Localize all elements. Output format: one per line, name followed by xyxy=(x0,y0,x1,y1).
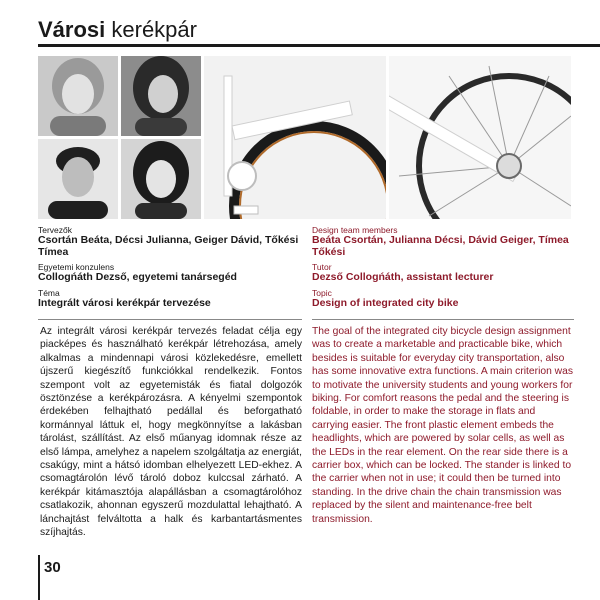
topic-label-hu: Téma xyxy=(38,288,60,298)
tutor-block-en xyxy=(312,262,574,284)
tutor-value-hu: Collogńáth Dezső, egyetemi tanársegéd xyxy=(38,271,237,283)
portrait-designer-1 xyxy=(38,56,118,136)
designers-label-hu: Tervezők xyxy=(38,225,73,235)
portrait-designer-2 xyxy=(121,56,201,136)
title-bold-part: Városi xyxy=(38,17,106,42)
tutor-label-en: Tutor xyxy=(312,262,332,272)
topic-block-hu xyxy=(38,288,303,310)
divider-hu xyxy=(38,319,302,320)
topic-value-en: Design of integrated city bike xyxy=(312,297,459,309)
topic-label-en: Topic xyxy=(312,288,332,298)
page-number: 30 xyxy=(44,559,61,576)
portrait-designer-3 xyxy=(38,139,118,219)
designers-label-en: Design team members xyxy=(312,225,398,235)
tutor-label-hu: Egyetemi konzulens xyxy=(38,262,115,272)
body-text-hu: Az integrált városi kerékpár tervezés feladat célja egy piacképes és használható kerékpár létrehozása, amely alkalmas a mindennapi városi közlekedésre, emellett újszerű kiegészítő funkciókkal rendelkezik. Fontos szempont volt az egyetemisták és fiatal dolgozók ösztönzése a kerékpározásra. A kényelmi szempontok érdekében felhajtható pedállal és beforgatható kormánnyal láttuk el, hogy megkönnyítse a lakásban tárolást, szállítást. Az első műanyag idomnak része az első lámpa, amelyhez a napelem szolgáltatja az energiát, csakúgy, mint a hátsó idomban elhelyezett LED-ekhez. A csomagtárolón lévő tároló doboz kulccsal zárható. A kerékpár kitámasztója alapállásban a csomagtárolóhoz csatlakozik, ahonnan egyszerű mozdulattal lehajtható. A lánchajtást felváltotta a halk és karbantartásmentes szíjhajtás. xyxy=(40,326,302,539)
page-number-rule xyxy=(38,555,40,600)
tutor-value-en: Dezső Collogńáth, assistant lecturer xyxy=(312,271,494,283)
designers-value-hu: Csortán Beáta, Décsi Julianna, Geiger Dávid, Tőkési Tímea xyxy=(38,234,299,258)
designers-block-hu xyxy=(38,225,303,258)
tutor-block-hu xyxy=(38,262,303,284)
divider-en xyxy=(312,319,574,320)
designers-value-en: Beáta Csortán, Julianna Décsi, Dávid Geiger, Tímea Tőkési xyxy=(312,234,569,258)
title-underline xyxy=(38,44,600,47)
page-title xyxy=(38,17,197,43)
designers-block-en xyxy=(312,225,574,258)
bike-photo-front xyxy=(204,56,386,219)
topic-value-hu: Integrált városi kerékpár tervezése xyxy=(38,297,211,309)
topic-block-en xyxy=(312,288,574,310)
portrait-designer-4 xyxy=(121,139,201,219)
bike-photo-rear xyxy=(389,56,571,219)
body-text-en: The goal of the integrated city bicycle design assignment was to create a marketable and practicable bike, which besides is suitable for everyday city transportation, also has some innovative extra functions. A main criterion was to motivate the university students and young workers for biking. For comfort reasons the pedal and the steering is foldable, in order to make the storage in flats and carrying easier. The front plastic element embeds the headlights, which are powered by solar cells, as well as the LEDs in the rear element. On the rear side there is a carrier box, which can be locked. The stander is linked to the carrier when not in use; it could then be turned into standing. In the drive chain the chain transmission was replaced by the silent and maintenance-free belt transmission. xyxy=(312,326,573,525)
title-rest-part: kerékpár xyxy=(105,17,197,42)
